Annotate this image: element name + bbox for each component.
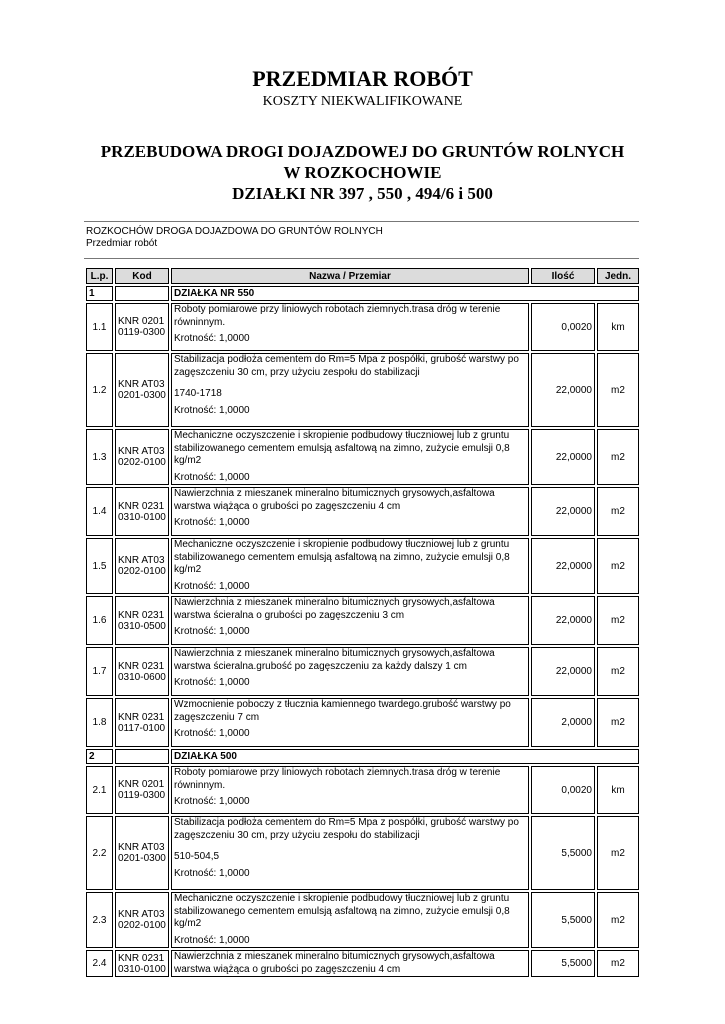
item-krotnosc: Krotność: 1,0000 bbox=[174, 796, 250, 807]
item-jedn: m2 bbox=[597, 950, 639, 977]
section-name: DZIAŁKA 500 bbox=[171, 749, 639, 764]
item-jedn: m2 bbox=[597, 487, 639, 536]
item-kod: KNR 0201 0119-0300 bbox=[115, 303, 169, 351]
item-kod: KNR AT03 0201-0300 bbox=[115, 816, 169, 890]
item-jedn: km bbox=[597, 303, 639, 351]
table-row bbox=[86, 950, 639, 977]
item-jedn: m2 bbox=[597, 892, 639, 948]
item-desc-cell bbox=[171, 596, 529, 645]
table-row bbox=[86, 538, 639, 594]
project-title bbox=[0, 141, 725, 204]
table-row bbox=[86, 698, 639, 747]
item-desc-cell bbox=[171, 353, 529, 427]
table-row bbox=[86, 766, 639, 814]
item-lp: 1.7 bbox=[86, 647, 113, 696]
project-title-line-3: DZIAŁKI NR 397 , 550 , 494/6 i 500 bbox=[232, 184, 493, 203]
item-lp: 1.8 bbox=[86, 698, 113, 747]
item-description: Roboty pomiarowe przy liniowych robotach ziemnych.trasa dróg w terenie równinnym. bbox=[174, 304, 501, 328]
item-lp: 2.3 bbox=[86, 892, 113, 948]
item-lp: 1.6 bbox=[86, 596, 113, 645]
item-kod: KNR 0231 0310-0100 bbox=[115, 487, 169, 536]
item-ilosc: 22,0000 bbox=[531, 647, 595, 696]
item-jedn: m2 bbox=[597, 596, 639, 645]
item-description: Nawierzchnia z mieszanek mineralno bitumicznych grysowych,asfaltowa warstwa ścieralna.grubość po zagęszczeniu za każdy dalszy 1 cm bbox=[174, 648, 495, 672]
item-description: Roboty pomiarowe przy liniowych robotach ziemnych.trasa dróg w terenie równinnym. bbox=[174, 767, 501, 791]
section-kod-empty bbox=[115, 286, 169, 301]
item-lp: 1.3 bbox=[86, 429, 113, 485]
item-jedn: m2 bbox=[597, 538, 639, 594]
table-row bbox=[86, 353, 639, 427]
item-ilosc: 2,0000 bbox=[531, 698, 595, 747]
item-kod: KNR 0231 0310-0100 bbox=[115, 950, 169, 977]
table-row bbox=[86, 429, 639, 485]
item-description: Mechaniczne oczyszczenie i skropienie podbudowy tłuczniowej lub z gruntu stabilizowanego cementem emulsją asfaltową na zimno, zużycie emulsji 0,8 kg/m2 bbox=[174, 430, 510, 466]
item-description: Nawierzchnia z mieszanek mineralno bitumicznych grysowych,asfaltowa warstwa ścieralna o grubości po zagęszczeniu 3 cm bbox=[174, 597, 495, 621]
divider-top bbox=[84, 221, 639, 222]
item-jedn: m2 bbox=[597, 698, 639, 747]
item-ilosc: 5,5000 bbox=[531, 816, 595, 890]
item-desc-cell bbox=[171, 698, 529, 747]
meta-name: ROZKOCHÓW DROGA DOJAZDOWA DO GRUNTÓW ROLNYCH bbox=[86, 226, 383, 237]
item-description: Nawierzchnia z mieszanek mineralno bitumicznych grysowych,asfaltowa warstwa wiążąca o grubości po zagęszczeniu 4 cm bbox=[174, 951, 495, 975]
item-ilosc: 5,5000 bbox=[531, 950, 595, 977]
item-krotnosc: Krotność: 1,0000 bbox=[174, 580, 250, 592]
item-kod: KNR AT03 0202-0100 bbox=[115, 429, 169, 485]
item-lp: 1.5 bbox=[86, 538, 113, 594]
item-desc-cell bbox=[171, 647, 529, 696]
item-ilosc: 22,0000 bbox=[531, 538, 595, 594]
item-krotnosc: Krotność: 1,0000 bbox=[174, 728, 250, 739]
item-description: Mechaniczne oczyszczenie i skropienie podbudowy tłuczniowej lub z gruntu stabilizowanego cementem emulsją asfaltową na zimno, zużycie emulsji 0,8 kg/m2 bbox=[174, 539, 510, 575]
section-row bbox=[86, 286, 639, 301]
table-row bbox=[86, 303, 639, 351]
table-row bbox=[86, 647, 639, 696]
przedmiar-table bbox=[84, 266, 641, 979]
item-lp: 2.4 bbox=[86, 950, 113, 977]
document-title: PRZEDMIAR ROBÓT bbox=[252, 66, 473, 91]
item-kod: KNR AT03 0202-0100 bbox=[115, 892, 169, 948]
table-row bbox=[86, 596, 639, 645]
item-krotnosc: Krotność: 1,0000 bbox=[174, 677, 250, 688]
header-lp: L.p. bbox=[86, 268, 113, 284]
section-lp: 2 bbox=[86, 749, 113, 764]
item-krotnosc: Krotność: 1,0000 bbox=[174, 517, 250, 528]
item-lp: 2.2 bbox=[86, 816, 113, 890]
item-krotnosc: Krotność: 1,0000 bbox=[174, 934, 250, 946]
item-desc-cell bbox=[171, 538, 529, 594]
item-krotnosc: Krotność: 1,0000 bbox=[174, 333, 250, 344]
meta-doc-type: Przedmiar robót bbox=[86, 238, 158, 249]
item-jedn: m2 bbox=[597, 353, 639, 427]
item-description: Mechaniczne oczyszczenie i skropienie podbudowy tłuczniowej lub z gruntu stabilizowanego cementem emulsją asfaltową na zimno, zużycie emulsji 0,8 kg/m2 bbox=[174, 893, 510, 929]
item-ilosc: 22,0000 bbox=[531, 429, 595, 485]
item-lp: 1.4 bbox=[86, 487, 113, 536]
item-kod: KNR AT03 0201-0300 bbox=[115, 353, 169, 427]
section-row bbox=[86, 749, 639, 764]
item-lp: 1.2 bbox=[86, 353, 113, 427]
item-desc-cell bbox=[171, 766, 529, 814]
item-ilosc: 22,0000 bbox=[531, 353, 595, 427]
item-krotnosc: Krotność: 1,0000 bbox=[174, 867, 250, 879]
item-extra: 1740-1718 bbox=[174, 388, 222, 399]
item-krotnosc: Krotność: 1,0000 bbox=[174, 404, 250, 416]
item-kod: KNR 0231 0310-0500 bbox=[115, 596, 169, 645]
item-desc-cell bbox=[171, 950, 529, 977]
header-jedn: Jedn. bbox=[597, 268, 639, 284]
item-description: Nawierzchnia z mieszanek mineralno bitumicznych grysowych,asfaltowa warstwa wiążąca o grubości po zagęszczeniu 4 cm bbox=[174, 488, 495, 512]
item-ilosc: 5,5000 bbox=[531, 892, 595, 948]
item-description: Stabilizacja podłoża cementem do Rm=5 Mpa z pospółki, grubość warstwy po zagęszczeniu 30 cm, przy użyciu zespołu do stabilizacji bbox=[174, 354, 519, 378]
item-desc-cell bbox=[171, 487, 529, 536]
item-krotnosc: Krotność: 1,0000 bbox=[174, 471, 250, 483]
item-kod: KNR AT03 0202-0100 bbox=[115, 538, 169, 594]
header-ilosc: Ilość bbox=[531, 268, 595, 284]
item-jedn: m2 bbox=[597, 816, 639, 890]
item-lp: 1.1 bbox=[86, 303, 113, 351]
item-desc-cell bbox=[171, 816, 529, 890]
item-jedn: km bbox=[597, 766, 639, 814]
document-subtitle: KOSZTY NIEKWALIFIKOWANE bbox=[262, 94, 463, 109]
item-desc-cell bbox=[171, 303, 529, 351]
item-ilosc: 0,0020 bbox=[531, 766, 595, 814]
section-kod-empty bbox=[115, 749, 169, 764]
item-ilosc: 0,0020 bbox=[531, 303, 595, 351]
item-desc-cell bbox=[171, 892, 529, 948]
table-header-row bbox=[86, 268, 639, 284]
item-kod: KNR 0231 0310-0600 bbox=[115, 647, 169, 696]
section-lp: 1 bbox=[86, 286, 113, 301]
table-row bbox=[86, 487, 639, 536]
table-row bbox=[86, 892, 639, 948]
header-nazwa: Nazwa / Przemiar bbox=[171, 268, 529, 284]
item-kod: KNR 0201 0119-0300 bbox=[115, 766, 169, 814]
divider-bottom bbox=[84, 258, 639, 259]
item-jedn: m2 bbox=[597, 647, 639, 696]
section-name: DZIAŁKA NR 550 bbox=[171, 286, 639, 301]
item-kod: KNR 0231 0117-0100 bbox=[115, 698, 169, 747]
table-body bbox=[86, 286, 639, 977]
item-ilosc: 22,0000 bbox=[531, 596, 595, 645]
item-extra: 510-504,5 bbox=[174, 851, 220, 862]
project-title-line-2: W ROZKOCHOWIE bbox=[283, 163, 442, 182]
table-row bbox=[86, 816, 639, 890]
item-ilosc: 22,0000 bbox=[531, 487, 595, 536]
item-desc-cell bbox=[171, 429, 529, 485]
item-lp: 2.1 bbox=[86, 766, 113, 814]
item-krotnosc: Krotność: 1,0000 bbox=[174, 626, 250, 637]
item-jedn: m2 bbox=[597, 429, 639, 485]
header-kod: Kod bbox=[115, 268, 169, 284]
item-description: Stabilizacja podłoża cementem do Rm=5 Mpa z pospółki, grubość warstwy po zagęszczeniu 30 cm, przy użyciu zespołu do stabilizacji bbox=[174, 817, 519, 841]
project-title-line-1: PRZEBUDOWA DROGI DOJAZDOWEJ DO GRUNTÓW ROLNYCH bbox=[100, 142, 625, 161]
item-description: Wzmocnienie poboczy z tłucznia kamiennego twardego.grubość warstwy po zagęszczeniu 7 cm bbox=[174, 699, 511, 723]
